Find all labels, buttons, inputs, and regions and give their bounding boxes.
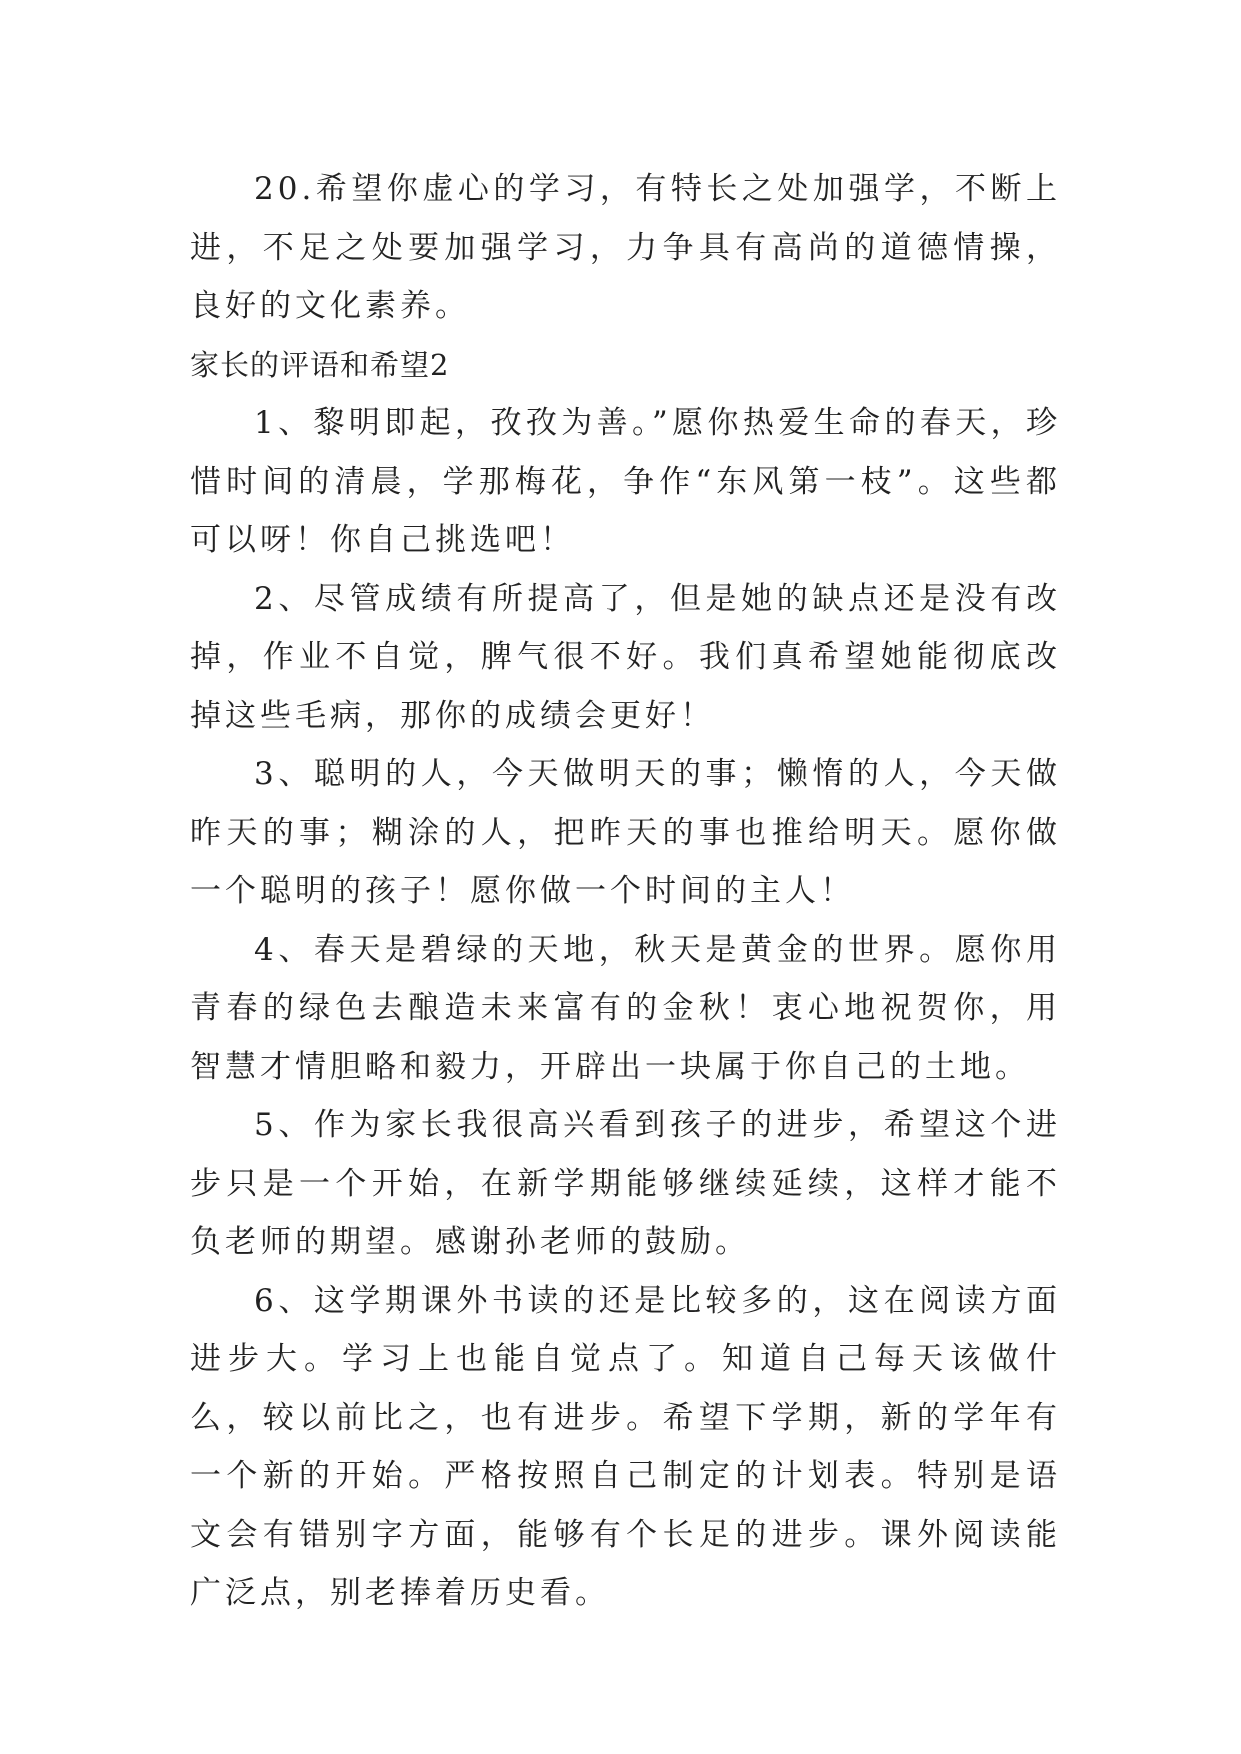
paragraph-item-5: 5、作为家长我很高兴看到孩子的进步，希望这个进步只是一个开始，在新学期能够继续延续，这样才能不负老师的期望。感谢孙老师的鼓励。 (190, 1107, 1061, 1260)
paragraph-item-6: 6、这学期课外书读的还是比较多的，这在阅读方面进步大。学习上也能自觉点了。知道自己每天该做什么，较以前比之，也有进步。希望下学期，新的学年有一个新的开始。严格按照自己制定的计划表。特别是语文会有错别字方面，能够有个长足的进步。课外阅读能广泛点，别老捧着历史看。 (190, 1282, 1061, 1611)
paragraph-item-1: 1、黎明即起，孜孜为善。”愿你热爱生命的春天，珍惜时间的清晨，学那梅花，争作“东风第一枝”。这些都可以呀！你自己挑选吧！ (190, 405, 1061, 558)
paragraph-item-4: 4、春天是碧绿的天地，秋天是黄金的世界。愿你用青春的绿色去酿造未来富有的金秋！衷心地祝贺你，用智慧才情胆略和毅力，开辟出一块属于你自己的土地。 (190, 931, 1061, 1085)
paragraph-item-3: 3、聪明的人，今天做明天的事；懒惰的人，今天做昨天的事；糊涂的人，把昨天的事也推给明天。愿你做一个聪明的孩子！愿你做一个时间的主人！ (190, 756, 1061, 909)
section-heading: 家长的评语和希望2 (190, 347, 450, 382)
paragraph-item-2: 2、尽管成绩有所提高了，但是她的缺点还是没有改掉，作业不自觉，脾气很不好。我们真希望她能彻底改掉这些毛病，那你的成绩会更好！ (190, 580, 1061, 734)
paragraph-20: 20.希望你虚心的学习，有特长之处加强学，不断上进，不足之处要加强学习，力争具有高尚的道德情操，良好的文化素养。 (190, 171, 1061, 324)
